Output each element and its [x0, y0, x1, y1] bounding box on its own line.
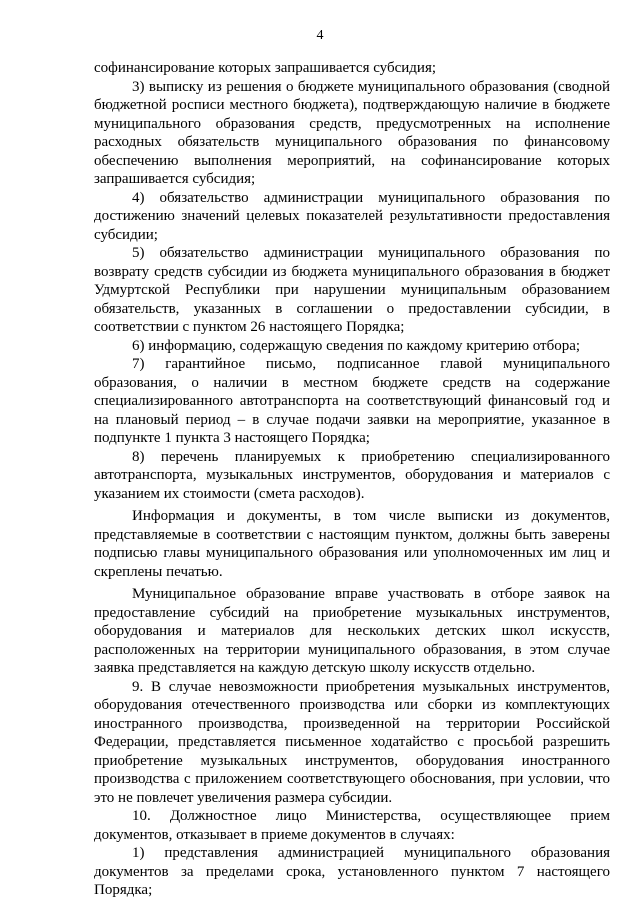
paragraph-item-7: 7) гарантийное письмо, подписанное главой муниципального образования, о наличии в местном бюджете средств на содержание специализированного автотранспорта на соответствующий финансовый год и на плановый период – в случае подачи заявки на мероприятие, указанное в подпункте 1 пункта 3 настоящего Порядка;: [94, 356, 610, 446]
page-number: 4: [316, 28, 324, 43]
paragraph-item-5: 5) обязательство администрации муниципального образования по возврату средств субсидии из бюджета муниципального образования в бюджет Удмуртской Республики при нарушении муниципальным образованием обязательств, указанных в соглашении о предоставлении субсидии, в соответствии с пунктом 26 настоящего Порядка;: [94, 245, 610, 335]
paragraph-item-4: 4) обязательство администрации муниципального образования по достижению значений целевых показателей результативности предоставления субсидии;: [94, 189, 610, 243]
paragraph-item-3: 3) выписку из решения о бюджете муниципального образования (сводной бюджетной росписи местного бюджета), подтверждающую наличие в бюджете муниципального образования средств, предусмотренных на исполнение расходных обязательств муниципального образования по финансовому обеспечению выполнения мероприятий, на софинансирование которых запрашивается субсидия;: [94, 78, 610, 187]
paragraph-certification: Информация и документы, в том числе выписки из документов, представляемые в соответствии с настоящим пунктом, должны быть заверены подписью главы муниципального образования или уполномоченных им лиц и скреплены печатью.: [94, 508, 610, 580]
paragraph-item-8: 8) перечень планируемых к приобретению специализированного автотранспорта, музыкальных инструментов, оборудования и материалов с указанием их стоимости (смета расходов).: [94, 448, 610, 502]
document-body: [94, 59, 610, 900]
paragraph-multiple-schools: Муниципальное образование вправе участвовать в отборе заявок на предоставление субсидий на приобретение музыкальных инструментов, оборудования и материалов для нескольких детских школ искусств, расположенных на территории муниципального образования, в этом случае заявка представляется на каждую детскую школу искусств отдельно.: [94, 586, 610, 676]
paragraph-clause-9: 9. В случае невозможности приобретения музыкальных инструментов, оборудования отечественного производства или сборки из комплектующих иностранного производства, произведенной на территории Российской Федерации, представляется письменное ходатайство с просьбой разрешить приобретение музыкальных инструментов, оборудования иностранного производства с приложением соответствующего обоснования, при условии, что это не повлечет увеличения размера субсидии.: [94, 678, 610, 806]
paragraph-clause-10-item-1: 1) представления администрацией муниципального образования документов за пределами срока, установленного пунктом 7 настоящего Порядка;: [94, 845, 610, 898]
paragraph-clause-10: 10. Должностное лицо Министерства, осуществляющее прием документов, отказывает в приеме документов в случаях:: [94, 808, 610, 843]
paragraph-continuation: софинансирование которых запрашивается субсидия;: [94, 60, 437, 76]
paragraph-item-6: 6) информацию, содержащую сведения по каждому критерию отбора;: [132, 337, 581, 354]
